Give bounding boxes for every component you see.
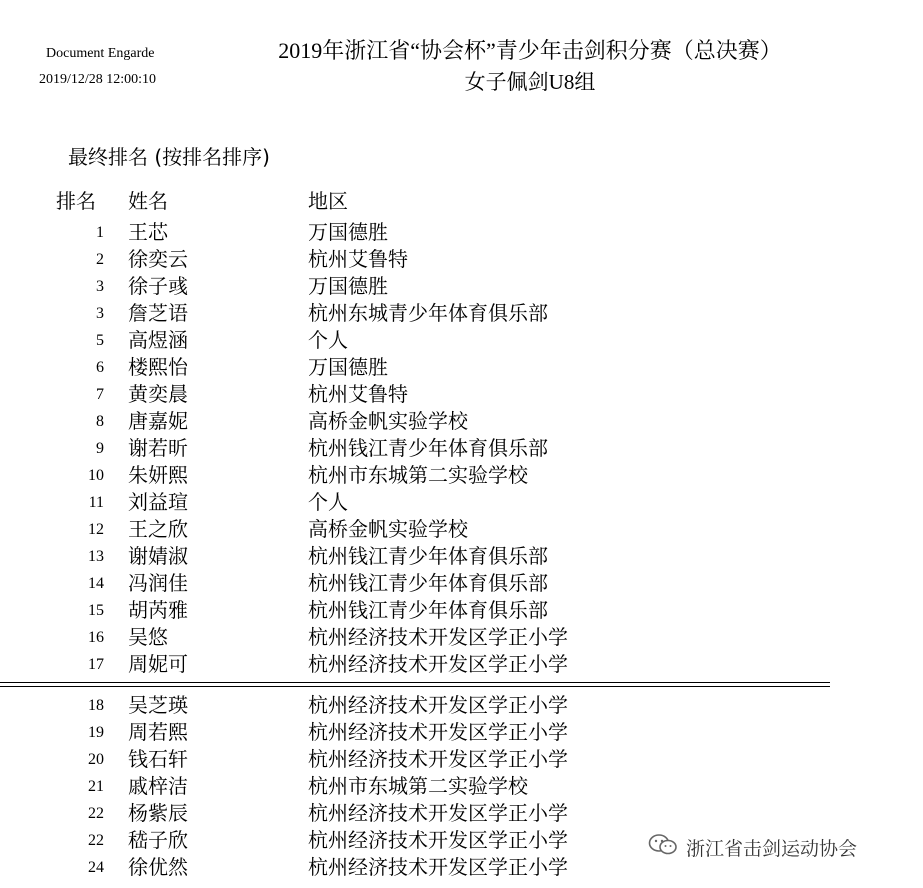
name-cell: 周妮可	[128, 652, 188, 676]
table-row	[0, 543, 923, 570]
rank-cell: 6	[96, 359, 104, 376]
region-cell: 杭州艾鲁特	[308, 382, 408, 406]
rank-cell: 22	[88, 832, 104, 849]
rank-cell: 3	[96, 278, 104, 295]
rank-cell: 19	[88, 724, 104, 741]
column-header-rank: 排名	[56, 189, 96, 213]
rank-cell: 10	[88, 467, 104, 484]
rank-cell: 5	[96, 332, 104, 349]
region-cell: 万国德胜	[308, 355, 388, 379]
table-row	[0, 489, 923, 516]
page-subtitle: 女子佩剑U8组	[464, 70, 596, 94]
rank-cell: 3	[96, 305, 104, 322]
region-cell: 个人	[308, 328, 348, 352]
region-cell: 杭州经济技术开发区学正小学	[308, 652, 568, 676]
region-cell: 杭州经济技术开发区学正小学	[308, 625, 568, 649]
table-row	[0, 570, 923, 597]
name-cell: 谢婧淑	[128, 544, 188, 568]
rank-cell: 16	[88, 629, 104, 646]
page-title: 2019年浙江省“协会杯”青少年击剑积分赛（总决赛）	[278, 38, 782, 63]
rank-cell: 14	[88, 575, 104, 592]
table-row	[0, 246, 923, 273]
name-cell: 周若熙	[128, 720, 188, 744]
rank-cell: 1	[96, 224, 104, 241]
rank-cell: 20	[88, 751, 104, 768]
name-cell: 徐奕云	[128, 247, 188, 271]
table-row	[0, 597, 923, 624]
ranking-table	[0, 219, 923, 881]
name-cell: 王之欣	[128, 517, 188, 541]
rank-cell: 24	[88, 859, 104, 876]
region-cell: 杭州经济技术开发区学正小学	[308, 855, 568, 879]
rank-cell: 11	[88, 494, 104, 511]
name-cell: 戚梓洁	[128, 774, 188, 798]
name-cell: 黄奕晨	[128, 382, 188, 406]
name-cell: 唐嘉妮	[128, 409, 188, 433]
region-cell: 杭州经济技术开发区学正小学	[308, 828, 568, 852]
section-heading: 最终排名 (按排名排序)	[68, 145, 270, 169]
rank-cell: 15	[88, 602, 104, 619]
table-row	[0, 408, 923, 435]
region-cell: 杭州东城青少年体育俱乐部	[308, 301, 548, 325]
region-cell: 杭州经济技术开发区学正小学	[308, 693, 568, 717]
table-row	[0, 462, 923, 489]
table-row	[0, 273, 923, 300]
name-cell: 朱妍熙	[128, 463, 188, 487]
rank-cell: 12	[88, 521, 104, 538]
rank-cell: 9	[96, 440, 104, 457]
column-header-region: 地区	[308, 189, 348, 213]
table-row	[0, 327, 923, 354]
name-cell: 胡芮雅	[128, 598, 188, 622]
table-row	[0, 624, 923, 651]
table-header	[0, 186, 923, 216]
rank-cell: 17	[88, 656, 104, 673]
table-row	[0, 773, 923, 800]
double-divider	[0, 678, 923, 692]
title-block	[230, 36, 830, 96]
table-row	[0, 435, 923, 462]
region-cell: 杭州钱江青少年体育俱乐部	[308, 436, 548, 460]
region-cell: 万国德胜	[308, 220, 388, 244]
region-cell: 杭州艾鲁特	[308, 247, 408, 271]
region-cell: 高桥金帆实验学校	[308, 409, 468, 433]
region-cell: 杭州经济技术开发区学正小学	[308, 801, 568, 825]
region-cell: 杭州市东城第二实验学校	[308, 774, 528, 798]
name-cell: 詹芝语	[128, 301, 188, 325]
table-row	[0, 354, 923, 381]
name-cell: 吴芝瑛	[128, 693, 188, 717]
region-cell: 个人	[308, 490, 348, 514]
doc-label: Document Engarde	[46, 46, 155, 61]
rank-cell: 13	[88, 548, 104, 565]
region-cell: 杭州钱江青少年体育俱乐部	[308, 544, 548, 568]
rank-cell: 21	[88, 778, 104, 795]
column-header-name: 姓名	[128, 189, 168, 213]
name-cell: 嵇子欣	[128, 828, 188, 852]
region-cell: 杭州钱江青少年体育俱乐部	[308, 571, 548, 595]
table-row	[0, 719, 923, 746]
table-row	[0, 800, 923, 827]
rank-cell: 22	[88, 805, 104, 822]
name-cell: 吴悠	[128, 625, 168, 649]
region-cell: 万国德胜	[308, 274, 388, 298]
table-row	[0, 300, 923, 327]
name-cell: 刘益瑄	[128, 490, 188, 514]
watermark-text: 浙江省击剑运动协会	[686, 837, 858, 860]
table-row	[0, 692, 923, 719]
table-row	[0, 516, 923, 543]
doc-timestamp: 2019/12/28 12:00:10	[39, 72, 157, 87]
table-row	[0, 219, 923, 246]
rank-cell: 18	[88, 697, 104, 714]
name-cell: 王芯	[128, 220, 168, 244]
name-cell: 冯润佳	[128, 571, 188, 595]
table-row	[0, 746, 923, 773]
name-cell: 高煜涵	[128, 328, 188, 352]
region-cell: 杭州市东城第二实验学校	[308, 463, 528, 487]
region-cell: 杭州钱江青少年体育俱乐部	[308, 598, 548, 622]
region-cell: 杭州经济技术开发区学正小学	[308, 747, 568, 771]
name-cell: 谢若昕	[128, 436, 188, 460]
name-cell: 杨紫辰	[128, 801, 188, 825]
name-cell: 徐子彧	[128, 274, 188, 298]
region-cell: 高桥金帆实验学校	[308, 517, 468, 541]
region-cell: 杭州经济技术开发区学正小学	[308, 720, 568, 744]
rank-cell: 8	[96, 413, 104, 430]
name-cell: 钱石轩	[128, 747, 188, 771]
document-engarde-label	[39, 44, 157, 90]
table-row	[0, 651, 923, 678]
rank-cell: 2	[96, 251, 104, 268]
rank-cell: 7	[96, 386, 104, 403]
name-cell: 徐优然	[128, 855, 188, 879]
name-cell: 楼熙怡	[128, 355, 188, 379]
table-row	[0, 381, 923, 408]
wechat-icon	[648, 833, 678, 862]
watermark	[648, 832, 857, 862]
